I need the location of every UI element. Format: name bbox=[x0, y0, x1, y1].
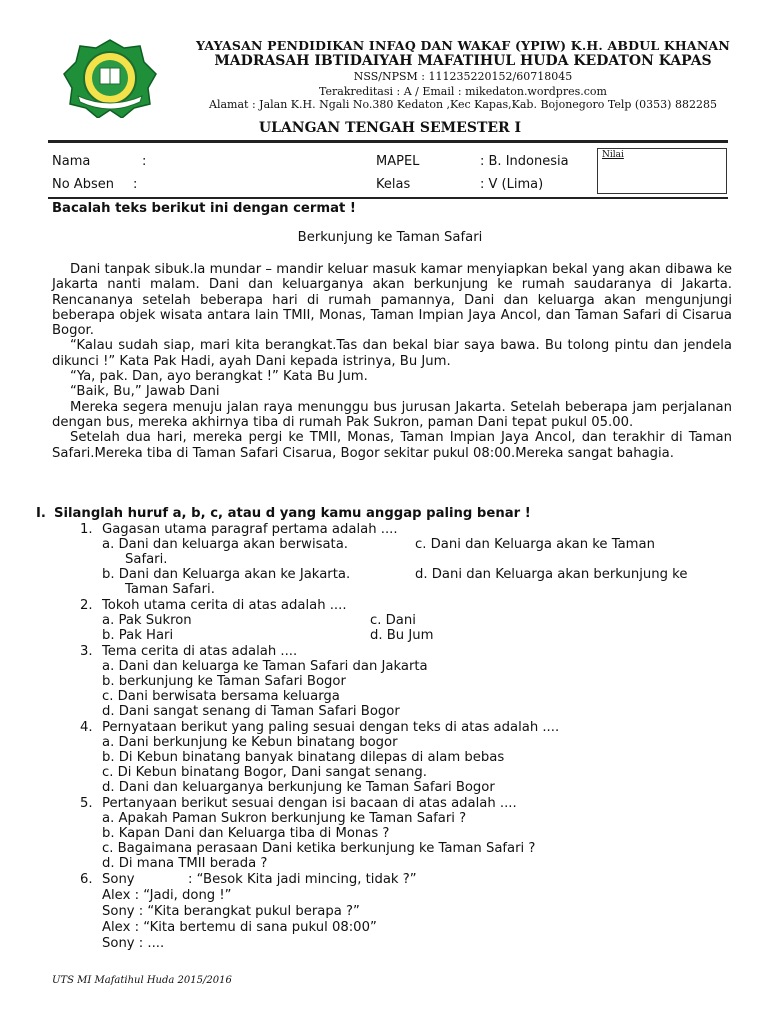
question-number: 5. bbox=[80, 796, 93, 811]
exam-title: ULANGAN TENGAH SEMESTER I bbox=[258, 120, 522, 136]
story-text bbox=[52, 262, 732, 461]
nama-label: Nama bbox=[52, 154, 91, 169]
story-paragraph: Setelah dua hari, mereka pergi ke TMII, Monas, Taman Impian Jaya Ancol, dan terakhir di Taman Safari.Mereka tiba di Taman Safari Cisarua, Bogor sekitar pukul 08:00.Mereka sangat bahagia. bbox=[52, 430, 732, 461]
answer-option: a. Apakah Paman Sukron berkunjung ke Taman Safari ? bbox=[102, 811, 467, 826]
answer-option: b. Pak Hari bbox=[102, 628, 174, 643]
answer-option: c. Dani berwisata bersama keluarga bbox=[102, 689, 340, 704]
dialog-line: Sony : .... bbox=[102, 936, 165, 951]
mapel-label: MAPEL bbox=[376, 154, 420, 169]
question-text: Pernyataan berikut yang paling sesuai dengan teks di atas adalah .... bbox=[102, 720, 560, 735]
kelas-label: Kelas bbox=[376, 177, 411, 192]
question-text: Tokoh utama cerita di atas adalah .... bbox=[102, 598, 347, 613]
kelas-value: : V (Lima) bbox=[480, 177, 544, 192]
answer-option: d. Di mana TMII berada ? bbox=[102, 856, 268, 871]
answer-option: a. Pak Sukron bbox=[102, 613, 192, 628]
question-text: Tema cerita di atas adalah .... bbox=[102, 644, 298, 659]
dialog-speaker: Sony bbox=[102, 872, 135, 887]
answer-option: a. Dani dan keluarga akan berwisata. bbox=[102, 537, 349, 552]
answer-option: c. Di Kebun binatang Bogor, Dani sangat senang. bbox=[102, 765, 427, 780]
question-number: 1. bbox=[80, 522, 93, 537]
reading-instruction: Bacalah teks berikut ini dengan cermat ! bbox=[52, 201, 356, 216]
answer-option: c. Dani bbox=[370, 613, 416, 628]
answer-option: d. Bu Jum bbox=[370, 628, 434, 643]
answer-option: b. Di Kebun binatang banyak binatang dilepas di alam bebas bbox=[102, 750, 505, 765]
question-number: 4. bbox=[80, 720, 93, 735]
nilai-box bbox=[597, 148, 727, 194]
question-text: Pertanyaan berikut sesuai dengan isi bacaan di atas adalah .... bbox=[102, 796, 517, 811]
section-title: Silanglah huruf a, b, c, atau d yang kamu anggap paling benar ! bbox=[54, 506, 531, 521]
address-line: Alamat : Jalan K.H. Ngali No.380 Kedaton ,Kec Kapas,Kab. Bojonegoro Telp (0353) 882285 bbox=[209, 98, 717, 111]
nilai-label: Nilai bbox=[602, 150, 624, 160]
dialog-line: Alex : “Kita bertemu di sana pukul 08:00” bbox=[102, 920, 377, 935]
nama-colon: : bbox=[142, 154, 147, 169]
answer-option-continued: Safari. bbox=[125, 552, 168, 567]
absen-label: No Absen bbox=[52, 177, 114, 192]
nss-number: NSS/NPSM : 111235220152/60718045 bbox=[353, 70, 573, 83]
question-number: 3. bbox=[80, 644, 93, 659]
dialog-line: Alex : “Jadi, dong !” bbox=[102, 888, 232, 903]
answer-option: b. berkunjung ke Taman Safari Bogor bbox=[102, 674, 346, 689]
dialog-line: Sony : “Kita berangkat pukul berapa ?” bbox=[102, 904, 360, 919]
info-divider bbox=[48, 197, 728, 199]
answer-option: c. Dani dan Keluarga akan ke Taman bbox=[415, 537, 655, 552]
school-name: MADRASAH IBTIDAIYAH MAFATIHUL HUDA KEDATON KAPAS bbox=[214, 53, 712, 69]
answer-option: a. Dani berkunjung ke Kebun binatang bogor bbox=[102, 735, 398, 750]
section-number: I. bbox=[36, 506, 46, 521]
page-footer: UTS MI Mafatihul Huda 2015/2016 bbox=[52, 975, 232, 986]
absen-colon: : bbox=[133, 177, 138, 192]
header-divider bbox=[48, 140, 728, 143]
story-paragraph: Mereka segera menuju jalan raya menunggu bus jurusan Jakarta. Setelah beberapa jam perjalanan dengan bus, mereka akhirnya tiba di rumah Pak Sukron, paman Dani tepat pukul 05.00. bbox=[52, 399, 732, 430]
answer-option: d. Dani dan Keluarga akan berkunjung ke bbox=[415, 567, 688, 582]
question-number: 6. bbox=[80, 872, 93, 887]
answer-option-continued: Taman Safari. bbox=[125, 582, 215, 597]
foundation-name: YAYASAN PENDIDIKAN INFAQ DAN WAKAF (YPIW) K.H. ABDUL KHANAN bbox=[196, 38, 730, 53]
answer-option: b. Kapan Dani dan Keluarga tiba di Monas ? bbox=[102, 826, 390, 841]
answer-option: c. Bagaimana perasaan Dani ketika berkunjung ke Taman Safari ? bbox=[102, 841, 536, 856]
question-text: Gagasan utama paragraf pertama adalah .... bbox=[102, 522, 398, 537]
answer-option: d. Dani dan keluarganya berkunjung ke Taman Safari Bogor bbox=[102, 780, 495, 795]
story-paragraph: “Kalau sudah siap, mari kita berangkat.Tas dan bekal biar saya bawa. Bu tolong pintu dan jendela dikunci !” Kata Pak Hadi, ayah Dani kepada istrinya, Bu Jum. bbox=[52, 338, 732, 369]
answer-option: d. Dani sangat senang di Taman Safari Bogor bbox=[102, 704, 400, 719]
story-paragraph: “Baik, Bu,” Jawab Dani bbox=[70, 384, 220, 400]
story-paragraph: Dani tanpak sibuk.la mundar – mandir keluar masuk kamar menyiapkan bekal yang akan dibawa ke Jakarta nanti malam. Dani dan keluarganya akan berkunjung ke rumah saudaranya di Jakarta. Rencananya setelah beberapa hari di rumah pamannya, Dani dan keluarga akan mengunjungi beberapa objek wisata antara lain TMII, Monas, Taman Impian Jaya Ancol, dan Taman Safari di Cisarua Bogor. bbox=[52, 262, 732, 339]
school-logo bbox=[60, 38, 160, 118]
story-paragraph: “Ya, pak. Dan, ayo berangkat !” Kata Bu Jum. bbox=[70, 369, 368, 385]
answer-option: a. Dani dan keluarga ke Taman Safari dan Jakarta bbox=[102, 659, 428, 674]
answer-option: b. Dani dan Keluarga akan ke Jakarta. bbox=[102, 567, 351, 582]
story-title: Berkunjung ke Taman Safari bbox=[297, 230, 483, 245]
mapel-value: : B. Indonesia bbox=[480, 154, 569, 169]
accreditation-line: Terakreditasi : A / Email : mikedaton.wordpres.com bbox=[319, 85, 607, 98]
question-number: 2. bbox=[80, 598, 93, 613]
dialog-line: : “Besok Kita jadi mincing, tidak ?” bbox=[188, 872, 417, 887]
